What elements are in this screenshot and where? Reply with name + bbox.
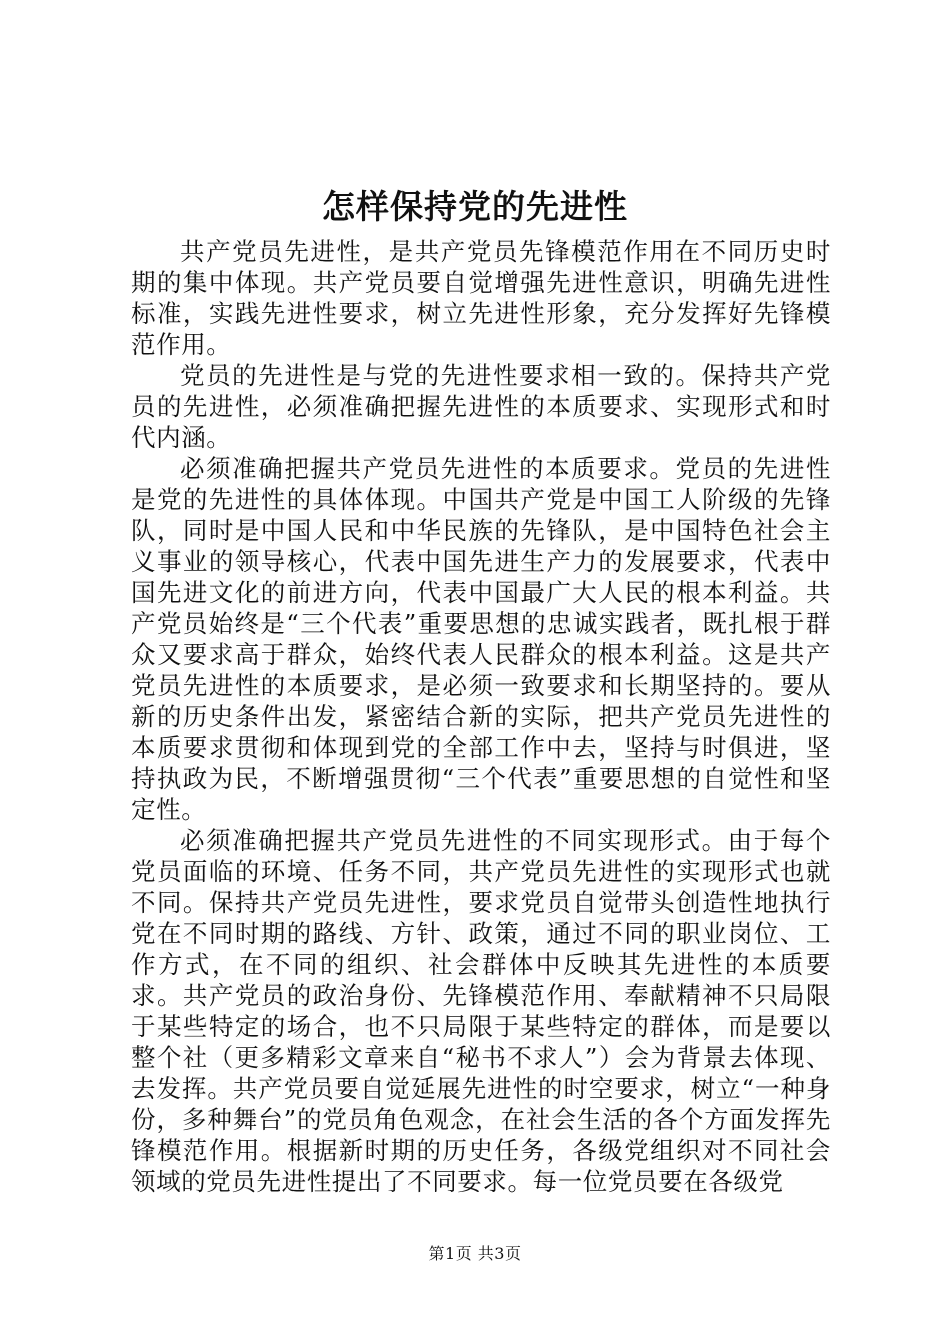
paragraph-4: 必须准确把握共产党员先进性的不同实现形式。由于每个党员面临的环境、任务不同，共产党员先进性的实现形式也就不同。保持共产党员先进性，要求党员自觉带头创造性地执行党在不同时期的路线、方针、政策，通过不同的职业岗位、工作方式，在不同的组织、社会群体中反映其先进性的本质要求。共产党员的政治身份、先锋模范作用、奉献精神不只局限于某些特定的场合，也不只局限于某些特定的群体，而是要以整个社（更多精彩文章来自“秘书不求人”）会为背景去体现、去发挥。共产党员要自觉延展先进性的时空要求，树立“一种身份，多种舞台”的党员角色观念，在社会生活的各个方面发挥先锋模范作用。根据新时期的历史任务，各级党组织对不同社会领域的党员先进性提出了不同要求。每一位党员要在各级党	[131, 826, 831, 1196]
document-title: 怎样保持党的先进性	[322, 187, 628, 226]
paragraph-2: 党员的先进性是与党的先进性要求相一致的。保持共产党员的先进性，必须准确把握先进性的本质要求、实现形式和时代内涵。	[131, 361, 831, 452]
paragraph-3: 必须准确把握共产党员先进性的本质要求。党员的先进性是党的先进性的具体体现。中国共产党是中国工人阶级的先锋队，同时是中国人民和中华民族的先锋队，是中国特色社会主义事业的领导核心，代表中国先进生产力的发展要求，代表中国先进文化的前进方向，代表中国最广大人民的根本利益。共产党员始终是“三个代表”重要思想的忠诚实践者，既扎根于群众又要求高于群众，始终代表人民群众的根本利益。这是共产党员先进性的本质要求，是必须一致要求和长期坚持的。要从新的历史条件出发，紧密结合新的实际，把共产党员先进性的本质要求贯彻和体现到党的全部工作中去，坚持与时俱进，坚持执政为民，不断增强贯彻“三个代表”重要思想的自觉性和坚定性。	[131, 454, 831, 824]
paragraph-1: 共产党员先进性，是共产党员先锋模范作用在不同历史时期的集中体现。共产党员要自觉增强先进性意识，明确先进性标准，实践先进性要求，树立先进性形象，充分发挥好先锋模范作用。	[131, 237, 831, 359]
page-number-footer: 第1页 共3页	[428, 1244, 522, 1263]
document-body	[131, 236, 831, 1197]
